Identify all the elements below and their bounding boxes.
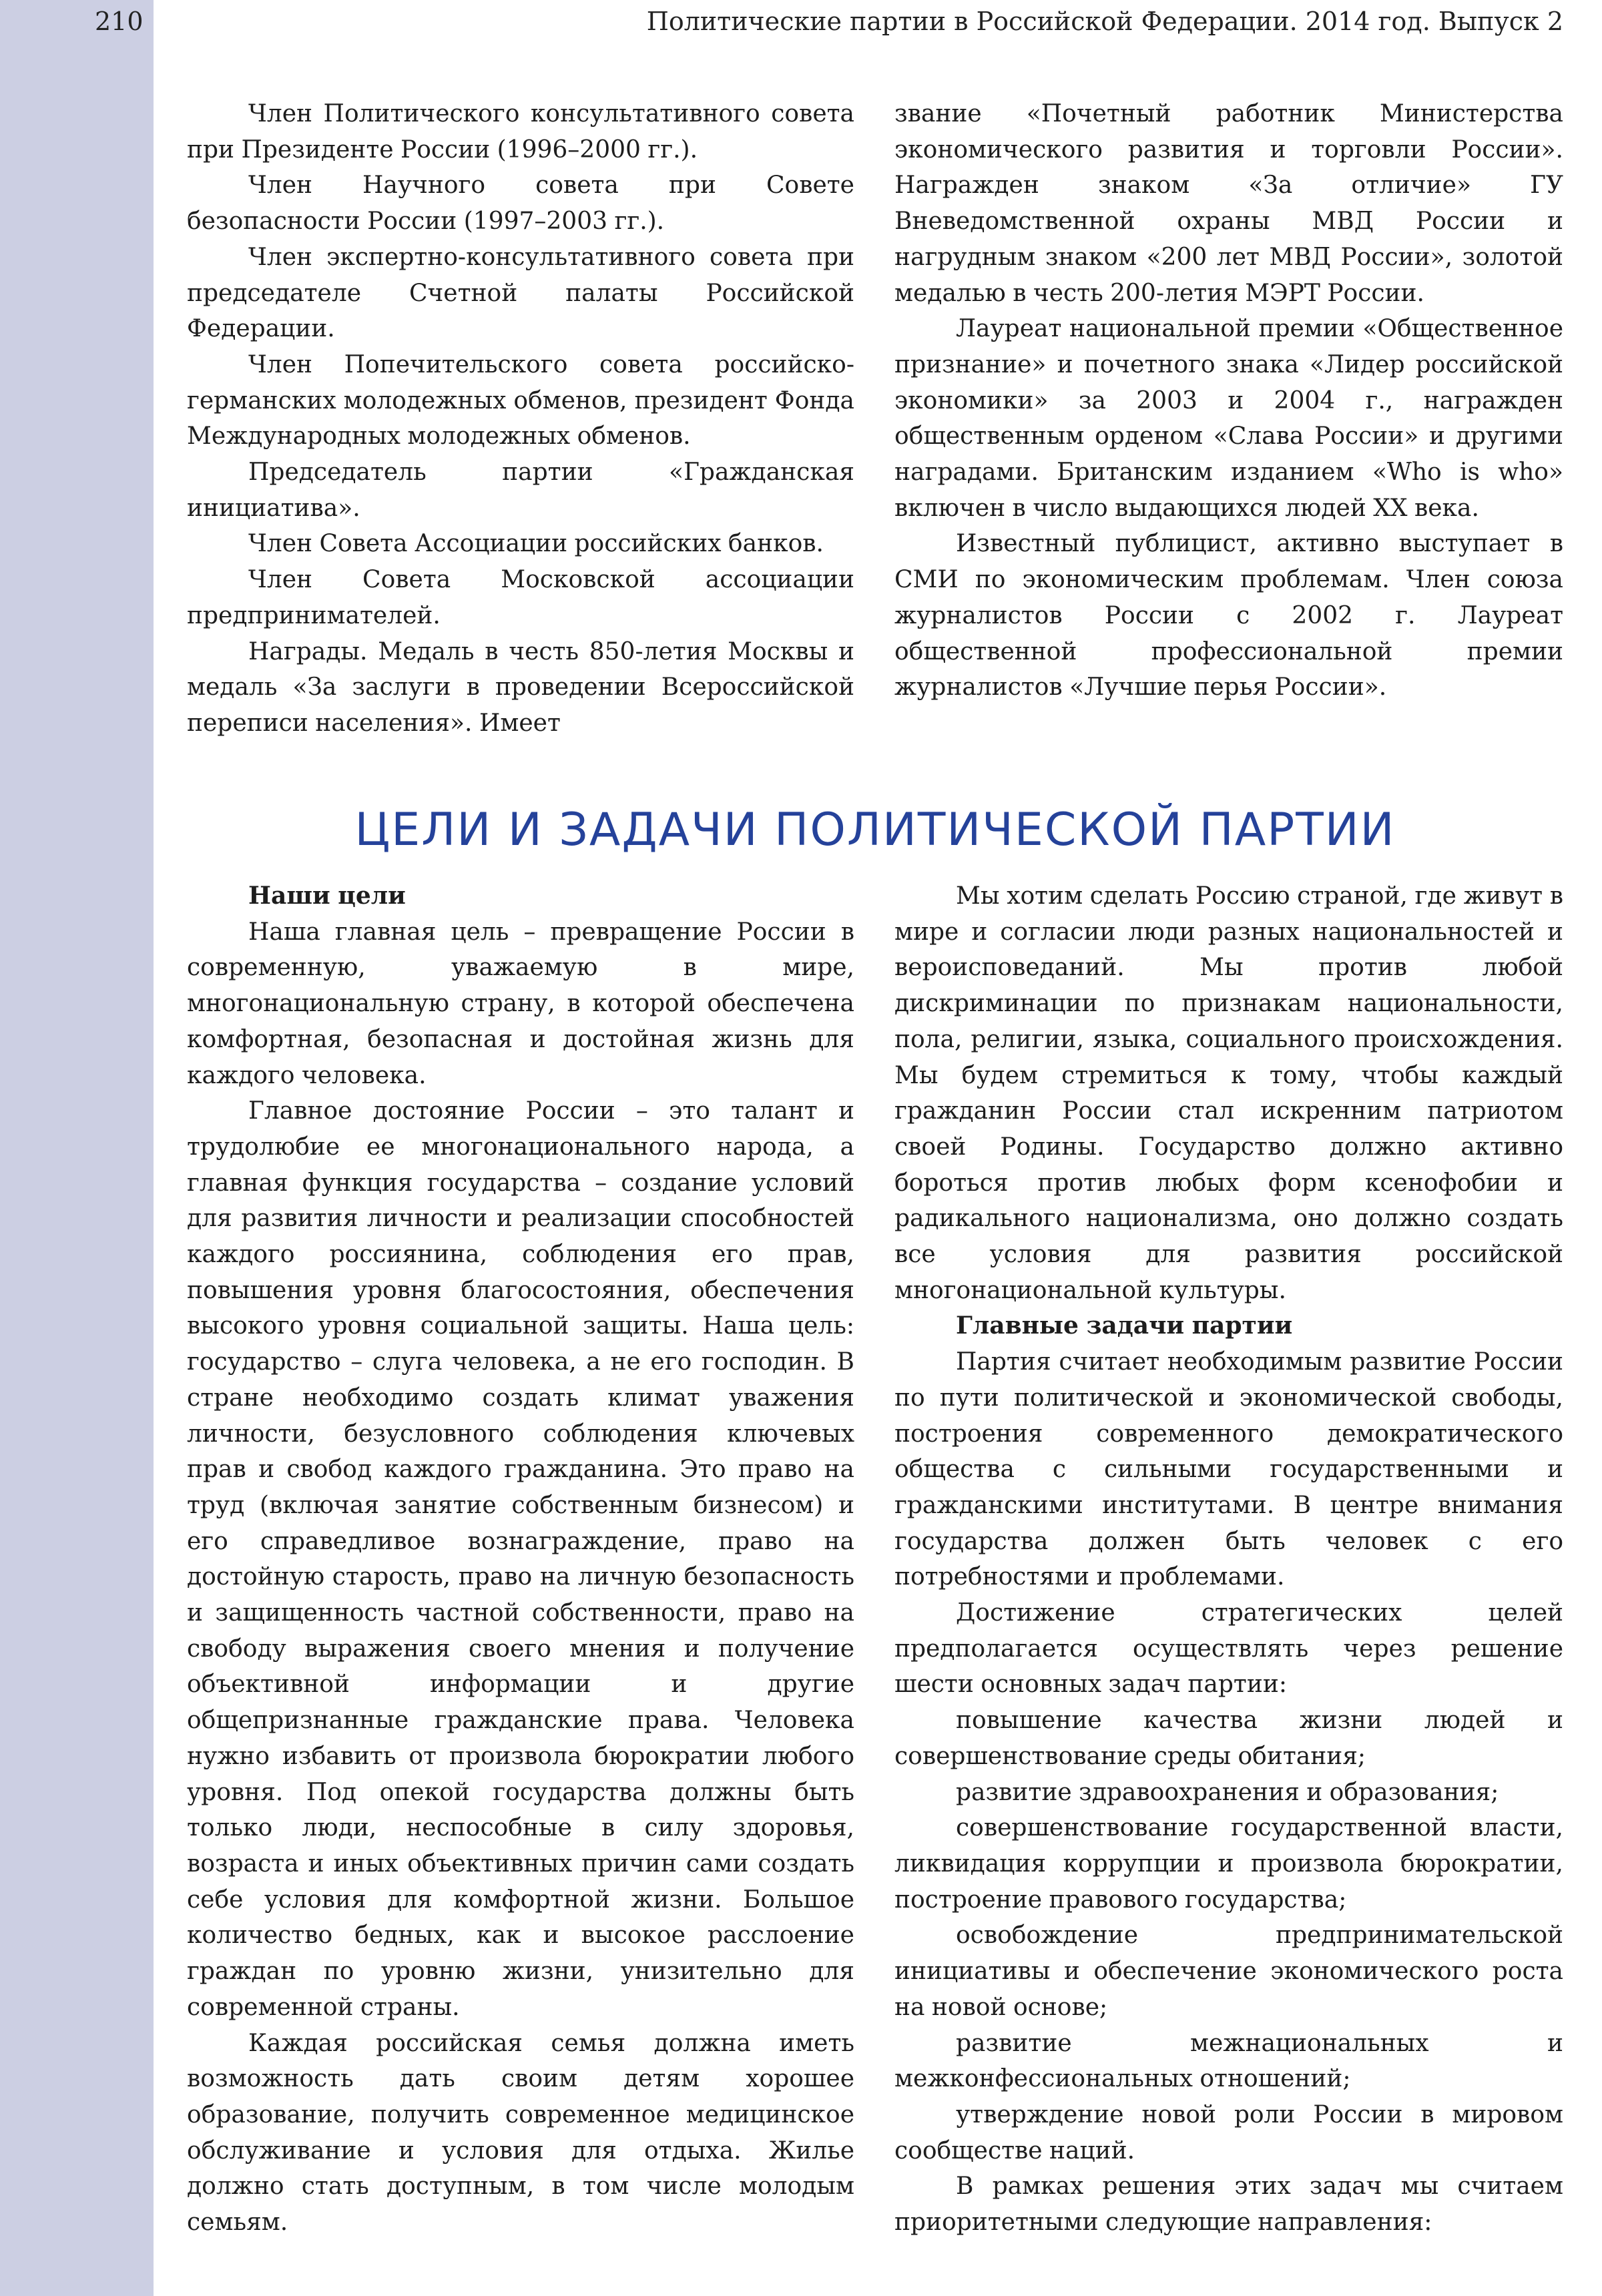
paragraph: Член экспертно-консультативного совета при председателе Счетной палаты Российской Федерации. xyxy=(187,243,854,343)
bottom-right-column xyxy=(894,878,1563,2241)
paragraph: Мы хотим сделать Россию страной, где живут в мире и согласии люди разных национальностей и вероисповеданий. Мы против любой дискриминации по признакам национальности, пола, религии, языка, социального происхождения. Мы будем стремиться к тому, чтобы каждый гражданин России стал искренним патриотом своей Родины. Государство должно активно бороться против любых форм ксенофобии и радикального национализма, оно должно создать все условия для развития российской многонациональной культуры. xyxy=(894,882,1563,1304)
paragraph: Партия считает необходимым развитие России по пути политической и экономической свободы, построения современного демократического общества с сильными государственными и гражданскими институтами. В центре внимания государства должен быть человек с его потребностями и проблемами. xyxy=(894,1348,1563,1591)
paragraph: Лауреат национальной премии «Общественное признание» и почетного знака «Лидер российской экономики» за 2003 и 2004 г., награжден общественным орденом «Слава России» и другими наградами. Британским изданием «Who is who» включен в число выдающихся людей XX века. xyxy=(894,315,1563,522)
paragraph: Известный публицист, активно выступает в СМИ по экономическим проблемам. Член союза журналистов России с 2002 г. Лауреат общественной профессиональной премии журналистов «Лучшие перья России». xyxy=(894,530,1563,701)
list-item: развитие здравоохранения и образования; xyxy=(956,1778,1499,1806)
list-item: совершенствование государственной власти, ликвидация коррупции и произвола бюрократии, построение правового государства; xyxy=(894,1814,1563,1914)
bottom-left-column xyxy=(187,878,854,2241)
list-item: утверждение новой роли России в мировом сообществе наций. xyxy=(894,2100,1563,2165)
paragraph: Член Попечительского совета российско-германских молодежных обменов, президент Фонда Международных молодежных обменов. xyxy=(187,350,854,451)
paragraph: Член Совета Ассоциации российских банков. xyxy=(248,530,824,558)
paragraph: Председатель партии «Гражданская инициатива». xyxy=(187,459,854,522)
subheading-tasks: Главные задачи партии xyxy=(956,1312,1293,1340)
list-item: развитие межнациональных и межконфессиональных отношений; xyxy=(894,2029,1563,2093)
paragraph: Награды. Медаль в честь 850-летия Москвы и медаль «За заслуги в проведении Всероссийской переписи населения». Имеет xyxy=(187,637,854,737)
top-left-column xyxy=(187,96,854,742)
running-header: Политические партии в Российской Федерации. 2014 год. Выпуск 2 xyxy=(646,7,1563,36)
paragraph: Каждая российская семья должна иметь возможность дать своим детям хорошее образование, получить современное медицинское обслуживание и условия для отдыха. Жилье должно стать доступным, в том числе молодым семьям. xyxy=(187,2029,854,2237)
paragraph: Член Политического консультативного совета при Президенте России (1996–2000 гг.). xyxy=(187,100,854,164)
paragraph: Достижение стратегических целей предполагается осуществлять через решение шести основных задач партии: xyxy=(894,1599,1563,1699)
list-item: повышение качества жизни людей и совершенствование среды обитания; xyxy=(894,1707,1563,1770)
page-number: 210 xyxy=(95,7,144,36)
paragraph: Член Совета Московской ассоциации предпринимателей. xyxy=(187,566,854,629)
side-color-band xyxy=(0,0,154,2296)
subheading-goals: Наши цели xyxy=(248,882,406,910)
paragraph: Главное достояние России – это талант и трудолюбие ее многонационального народа, а главная функция государства – создание условий для развития личности и реализации способностей каждого россиянина, соблюдения его прав, повышения уровня благосостояния, обеспечения высокого уровня социальной защиты. Наша цель: государство – слуга человека, а не его господин. В стране необходимо создать климат уважения личности, безусловного соблюдения ключевых прав и свобод каждого гражданина. Это право на труд (включая занятие собственным бизнесом) и его справедливое вознаграждение, право на достойную старость, право на личную безопасность и защищенность частной собственности, право на свободу выражения своего мнения и получение объективной информации и другие общепризнанные гражданские права. Человека нужно избавить от произвола бюрократии любого уровня. Под опекой государства должны быть только люди, неспособные в силу здоровья, возраста и иных объективных причин сами создать себе условия для комфортной жизни. Большое количество бедных, как и высокое расслоение граждан по уровню жизни, унизительно для современной страны. xyxy=(187,1097,854,2021)
paragraph: В рамках решения этих задач мы считаем приоритетными следующие направления: xyxy=(894,2173,1563,2237)
paragraph: Наша главная цель – превращение России в современную, уважаемую в мире, многонациональную страну, в которой обеспечена комфортная, безопасная и достойная жизнь для каждого человека. xyxy=(187,918,854,1089)
paragraph: звание «Почетный работник Министерства экономического развития и торговли России». Награжден знаком «За отличие» ГУ Вневедомственной охраны МВД России и нагрудным знаком «200 лет МВД России», золотой медалью в честь 200-летия МЭРТ России. xyxy=(894,100,1563,307)
paragraph: Член Научного совета при Совете безопасности России (1997–2003 гг.). xyxy=(187,172,854,236)
top-right-column xyxy=(894,96,1563,705)
section-title: ЦЕЛИ И ЗАДАЧИ ПОЛИТИЧЕСКОЙ ПАРТИИ xyxy=(354,804,1396,856)
list-item: освобождение предпринимательской инициативы и обеспечение экономического роста на новой основе; xyxy=(894,1922,1563,2021)
